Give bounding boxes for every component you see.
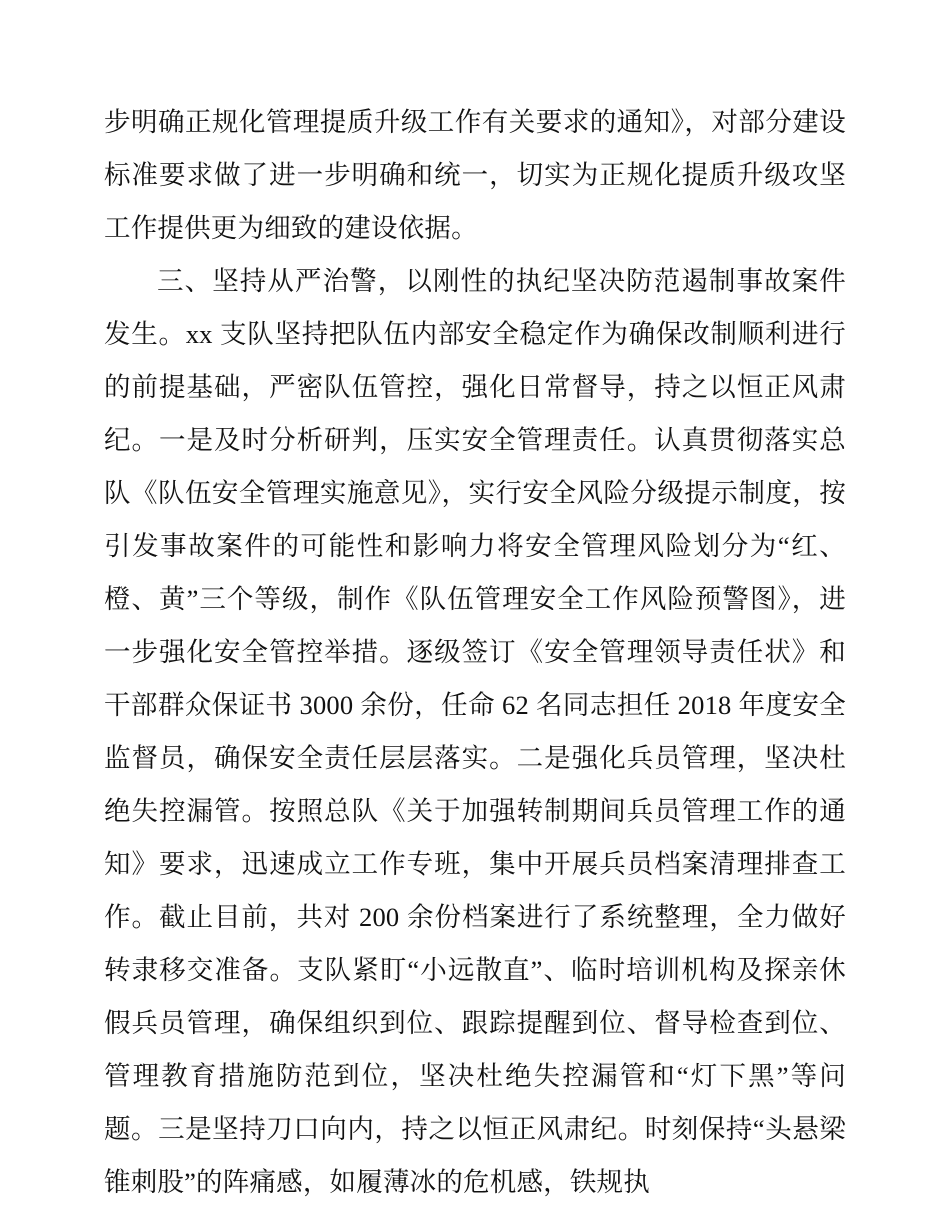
paragraph-2: 三、坚持从严治警，以刚性的执纪坚决防范遏制事故案件发生。xx 支队坚持把队伍内部安全稳定作为确保改制顺利进行的前提基础，严密队伍管控，强化日常督导，持之以恒正风肃纪。一是及时分析研判，压实安全管理责任。认真贯彻落实总队《队伍安全管理实施意见》，实行安全风险分级提示制度，按引发事故案件的可能性和影响力将安全管理风险划分为“红、橙、黄”三个等级，制作《队伍管理安全工作风险预警图》，进一步强化安全管控举措。逐级签订《安全管理领导责任状》和干部群众保证书 3000 余份，任命 62 名同志担任 2018 年度安全监督员，确保安全责任层层落实。二是强化兵员管理，坚决杜绝失控漏管。按照总队《关于加强转制期间兵员管理工作的通知》要求，迅速成立工作专班，集中开展兵员档案清理排查工作。截止目前，共对 200 余份档案进行了系统整理，全力做好转隶移交准备。支队紧盯“小远散直”、临时培训机构及探亲休假兵员管理，确保组织到位、跟踪提醒到位、督导检查到位、管理教育措施防范到位，坚决杜绝失控漏管和“灯下黑”等问题。三是坚持刀口向内，持之以恒正风肃纪。时刻保持“头悬梁锥刺股”的阵痛感，如履薄冰的危机感，铁规执: [104, 266, 846, 1197]
paragraph-1: 步明确正规化管理提质升级工作有关要求的通知》，对部分建设标准要求做了进一步明确和统一，切实为正规化提质升级攻坚工作提供更为细致的建设依据。: [104, 107, 846, 243]
document-body: [104, 96, 846, 1209]
